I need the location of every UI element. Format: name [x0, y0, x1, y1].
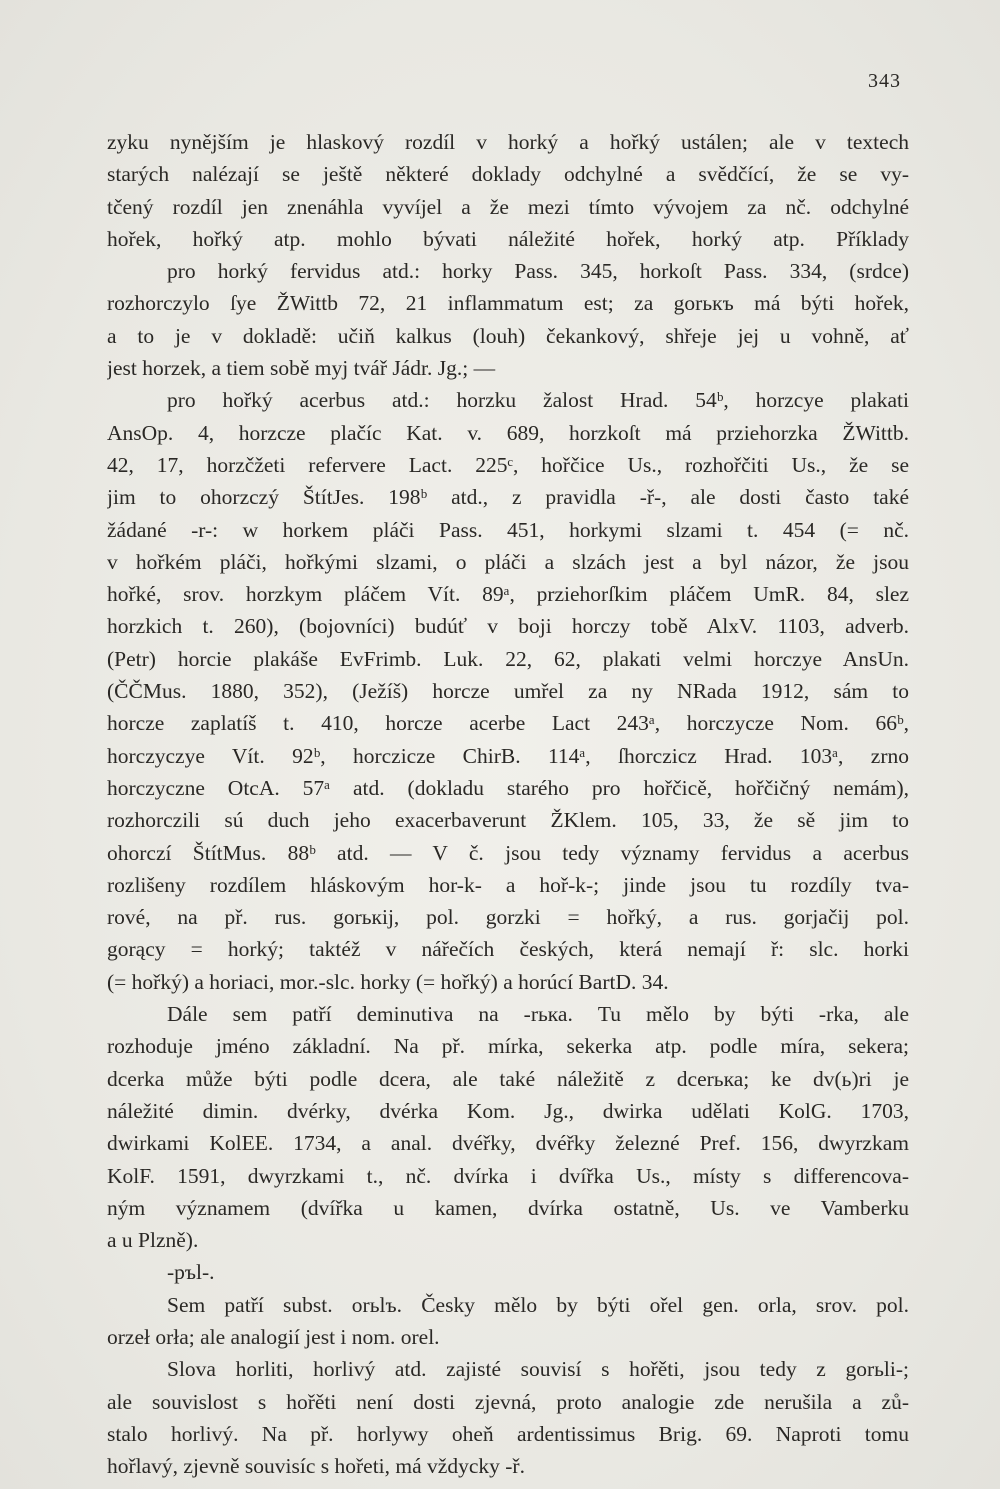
text-line: -ръl-. — [167, 1260, 215, 1285]
text-line: Slova horliti, horlivý atd. zajisté souvisí s hořěti, jsou tedy z gorьli-; — [167, 1357, 909, 1382]
text-line: dwirkami KolEE. 1734, a anal. dvéřky, dvéřky železné Pref. 156, dwyrzkam — [107, 1131, 909, 1156]
text-line: (= hořký) a horiaci, mor.-slc. horky (= hořký) a horúcí BartD. 34. — [107, 969, 669, 994]
text-line: rozhoduje jméno základní. Na př. mírka, sekerka atp. podle míra, sekera; — [107, 1034, 909, 1059]
text-line: a to je v dokladě: učiň kalkus (louh) čekankový, shřeje jej u vohně, ať — [107, 323, 909, 348]
text-line: rozlišeny rozdílem hláskovým hor-k- a hoř-k-; jinde jsou tu rozdíly tva- — [107, 872, 909, 897]
text-line: gorący = horký; taktéž v nářečích českých, která nemají ř: slc. horki — [107, 937, 909, 962]
text-line: stalo horlivý. Na př. horlywy oheň ardentissimus Brig. 69. Naproti tomu — [107, 1421, 909, 1446]
text-line: a u Plzně). — [107, 1228, 199, 1253]
text-line: horczyczne OtcA. 57ᵃ atd. (dokladu starého pro hořčicě, hořčičný nemám), — [107, 775, 909, 800]
text-line: rozhorczylo ſye ŽWittb 72, 21 inflammatum est; za gorькъ má býti hořek, — [107, 291, 909, 316]
page-number: 343 — [868, 70, 901, 92]
text-line: ným významem (dvířka u kamen, dvírka ostatně, Us. ve Vamberku — [107, 1195, 909, 1220]
text-line: hořlavý, zjevně souvisíc s hořeti, má vždycky -ř. — [107, 1454, 525, 1479]
text-line: Dále sem patří deminutiva na -rька. Tu mělo by býti -rka, ale — [167, 1002, 909, 1027]
text-line: horczyczye Vít. 92ᵇ, horczicze ChirB. 114ᵃ, ſhorczicz Hrad. 103ᵃ, zrno — [107, 743, 909, 768]
text-line: rové, na př. rus. gorькij, pol. gorzki = hořký, a rus. gorjačij pol. — [107, 905, 909, 930]
text-line: žádané -r-: w horkem pláči Pass. 451, horkymi slzami t. 454 (= nč. — [107, 517, 909, 542]
text-line: horcze zaplatíš t. 410, horcze acerbe Lact 243ᵃ, horczycze Nom. 66ᵇ, — [107, 711, 909, 736]
text-line: horzkich t. 260), (bojovníci) budúť v boji horczy tobě AlxV. 1103, adverb. — [107, 614, 909, 639]
text-line: hořké, srov. horzkym pláčem Vít. 89ᵃ, prziehorſkim pláčem UmR. 84, slez — [107, 582, 909, 607]
text-line: tčený rozdíl jen znenáhla vyvíjel a že mezi tímto vývojem za nč. odchylné — [107, 194, 909, 219]
text-line: rozhorczili sú duch jeho exacerbaverunt ŽKlem. 105, 33, že sě jim to — [107, 808, 909, 833]
text-line: (ČČMus. 1880, 352), (Ježíš) horcze umřel za ny NRada 1912, sám to — [107, 679, 909, 704]
text-line: 42, 17, horzčžeti refervere Lact. 225ᶜ, hořčice Us., rozhořčiti Us., že se — [107, 452, 909, 477]
text-line: (Petr) horcie plakáše EvFrimb. Luk. 22, 62, plakati velmi horczye AnsUn. — [107, 646, 909, 671]
text-line: dcerka může býti podle dcera, ale také náležitě z dcerька; ke dv(ь)ri je — [107, 1066, 909, 1091]
text-line: v hořkém pláči, hořkými slzami, o pláči a slzách jest a byl názor, že jsou — [107, 549, 909, 574]
text-line: pro horký fervidus atd.: horky Pass. 345, horkoſt Pass. 334, (srdce) — [167, 259, 909, 284]
text-line: ohorczí ŠtítMus. 88ᵇ atd. — V č. jsou tedy významy fervidus a acerbus — [107, 840, 909, 865]
text-line: jim to ohorzczý ŠtítJes. 198ᵇ atd., z pravidla -ř-, ale dosti často také — [107, 485, 909, 510]
text-line: AnsOp. 4, horzcze plačíc Kat. v. 689, horzkoſt má prziehorzka ŽWittb. — [107, 420, 909, 445]
text-line: orzeł orła; ale analogií jest i nom. orel. — [107, 1324, 440, 1349]
text-line: starých nalézají se ještě některé doklady odchylné a svědčící, že se vy- — [107, 162, 909, 187]
body-text — [107, 126, 909, 1482]
text-line: náležité dimin. dvérky, dvérka Kom. Jg., dwirka udělati KolG. 1703, — [107, 1098, 909, 1123]
text-line: pro hořký acerbus atd.: horzku žalost Hrad. 54ᵇ, horzcye plakati — [167, 388, 909, 413]
text-line: zyku nynějším je hlaskový rozdíl v horký a hořký ustálen; ale v textech — [107, 130, 909, 154]
text-line: Sem patří subst. orьlъ. Česky mělo by býti ořel gen. orla, srov. pol. — [167, 1292, 909, 1317]
text-line: KolF. 1591, dwyrzkami t., nč. dvírka i dvířka Us., místy s differencova- — [107, 1163, 909, 1188]
text-line: jest horzek, a tiem sobě myj tvář Jádr. Jg.; — — [107, 356, 496, 381]
text-line: hořek, hořký atp. mohlo bývati náležité hořek, horký atp. Příklady — [107, 226, 909, 251]
text-line: ale souvislost s hořěti není dosti zjevná, proto analogie zde nerušila a zů- — [107, 1389, 909, 1414]
